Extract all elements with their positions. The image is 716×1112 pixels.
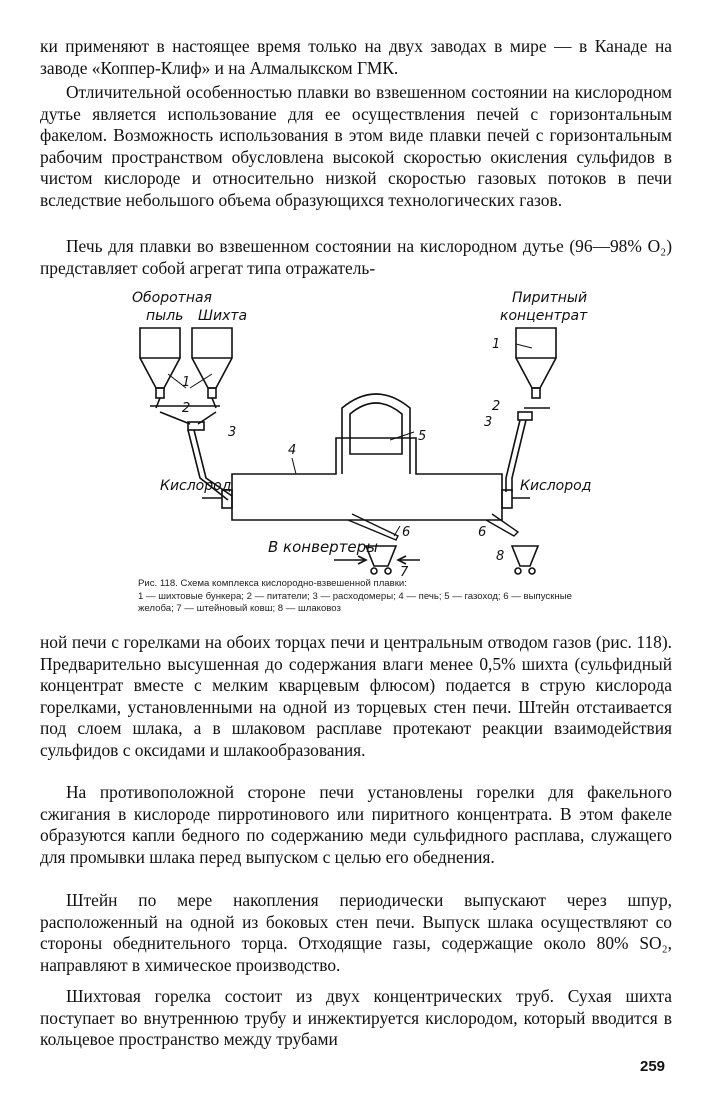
label-recycled-dust-1: Оборотная [132,290,212,306]
label-n1-right: 1 [492,337,501,352]
label-n2-right: 2 [492,399,501,414]
paragraph-4: ной печи с горелками на обоих торцах печи и центральным отводом газов (рис. 118). Предварительно высушенная до содержания влаги менее 0,5% шихта (сульфидный концентрат вместе с мелким кварцевым флюсом) подается в струю кислорода горелками, установленными на одной из торцевых стен печи. Штейн отстаивается под слоем шлака, а в шлаковом расплаве протекают реакции взаимодействия сульфидов с оксидами и шлакообразования. [40,632,672,760]
paragraph-5: На противоположной стороне печи установлены горелки для факельного сжигания в кислороде пирротинового или пиритного концентрата. В этом факеле образуются капли бедного по содержанию меди сульфидного расплава, служащего для промывки шлака перед выпуском с целью его обеднения. [40,782,672,867]
label-n4: 4 [288,443,297,458]
furnace-schematic-figure [120,288,600,578]
label-n5: 5 [418,429,427,444]
label-n2-left: 2 [182,401,191,416]
label-pyrite-2: концентрат [500,308,588,324]
paragraph-2: Отличительной особенностью плавки во взвешенном состоянии на кислородном дутье является использование для ее осуществления печей с горизонтальным факелом. Возможность использования в этом виде плавки печей с горизонтальным рабочим пространством обусловлена высокой скоростью окисления сульфидов в чистом кислороде и относительно низкой скоростью газовых потоков в печи вследствие небольшого объема образующихся технологических газов. [40,82,672,210]
paragraph-6: Штейн по мере накопления периодически выпускают через шпур, расположенный на одной из боковых стен печи. Выпуск шлака осуществляют со стороны обеднительного торца. Отходящие газы, содержащие около 80% SO₂, направляют в химическое производство. [40,890,672,975]
label-pyrite-1: Пиритный [512,290,588,306]
page-number: 259 [640,1058,666,1075]
paragraph-1: ки применяют в настоящее время только на двух заводах в мире — в Канаде на заводе «Коппер-Клиф» и на Алмалыкском ГМК. [40,36,672,78]
label-n3-left: 3 [228,425,237,440]
label-oxygen-right: Кислород [520,478,592,494]
paragraph-7: Шихтовая горелка состоит из двух концентрических труб. Сухая шихта поступает во внутреннюю трубу и инжектируется кислородом, который вводится в кольцевое пространство между трубами [40,986,672,1050]
label-charge: Шихта [198,308,248,324]
label-n7: 7 [400,565,409,578]
label-n6-center: 6 [402,525,411,540]
label-n3-right: 3 [484,415,493,430]
figure-caption-title: Рис. 118. Схема комплекса кислородно-взвешенной плавки: [138,578,407,589]
furnace-body [222,394,512,520]
right-pyrite-hopper [506,328,556,492]
figure-caption [138,578,574,616]
label-n8: 8 [496,549,505,564]
paragraph-3: Печь для плавки во взвешенном состоянии на кислородном дутье (96—98% O₂) представляет собой агрегат типа отражатель- [40,236,672,278]
slag-pot [512,546,538,566]
label-recycled-dust-2: пыль [146,308,184,324]
label-n6-right: 6 [478,525,487,540]
figure-caption-legend: 1 — шихтовые бункера; 2 — питатели; 3 — расходомеры; 4 — печь; 5 — газоход; 6 — выпускные желоба; 7 — штейновый ковш; 8 — шлаковоз [138,590,572,615]
label-to-converters: В конвертеры [268,538,379,556]
label-n1-left: 1 [182,375,191,390]
label-oxygen-left: Кислород [160,478,232,494]
